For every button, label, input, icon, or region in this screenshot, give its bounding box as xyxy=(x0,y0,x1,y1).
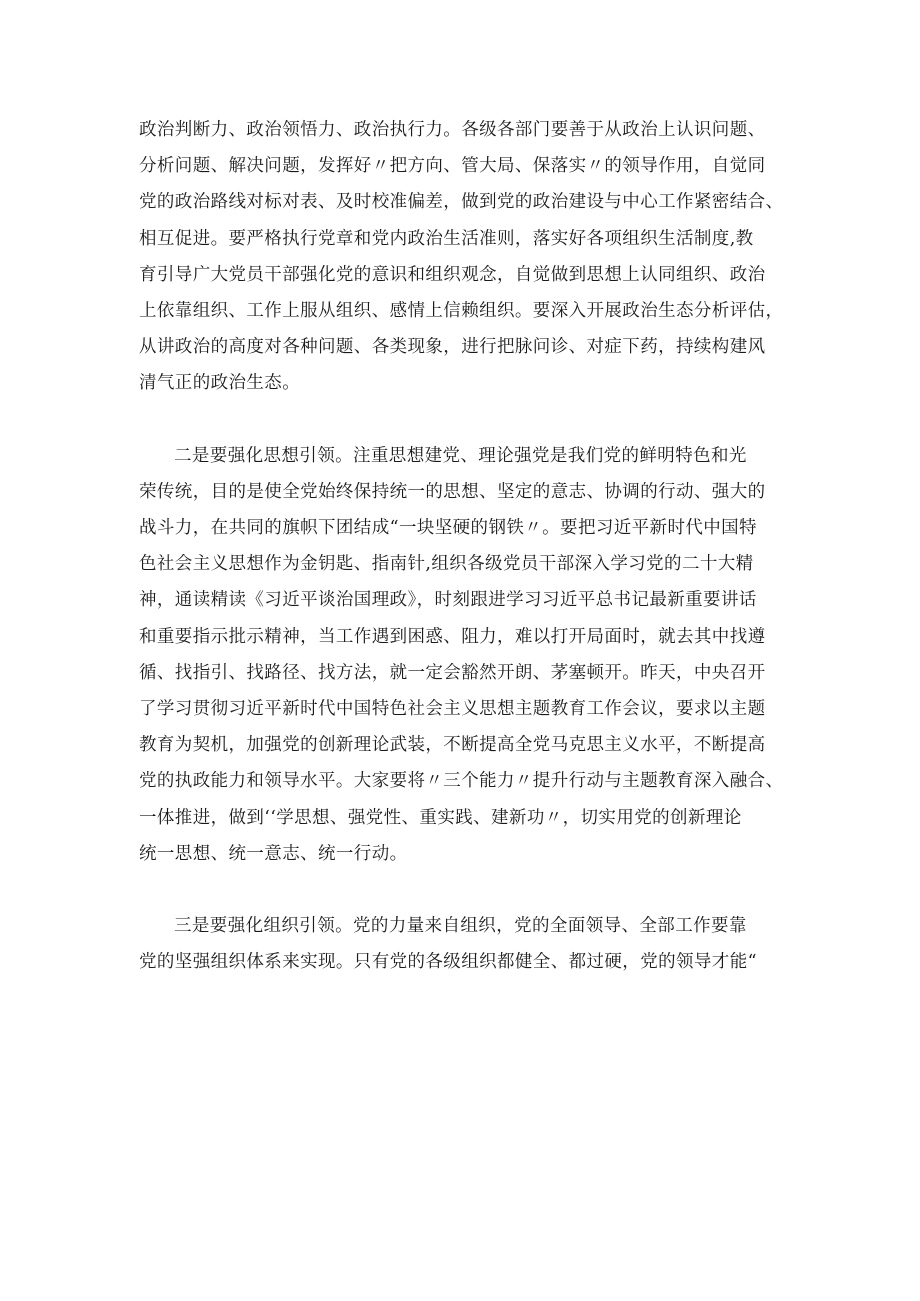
paragraph-organizational-leadership xyxy=(139,908,785,980)
text-line: 和重要指示批示精神，当工作遇到困惑、阻力，难以打开局面时，就去其中找遵 xyxy=(139,626,766,647)
text-line: 上依靠组织、工作上服从组织、感情上信赖组织。要深入开展政治生态分析评估， xyxy=(139,300,784,321)
text-line: 神，通读精读《习近平谈治国理政》，时刻跟进学习习近平总书记最新重要讲话 xyxy=(139,590,757,611)
document-body xyxy=(139,112,785,981)
text-line: 党的坚强组织体系来实现。只有党的各级组织都健全、都过硬，党的领导才能“ xyxy=(139,952,757,973)
text-line: 党的政治路线对标对表、及时校准偏差，做到党的政治建设与中心工作紧密结合、 xyxy=(139,192,784,213)
text-line: 三是要强化组织引领。党的力量来自组织，党的全面领导、全部工作要靠 xyxy=(174,916,747,937)
paragraph-political-leadership xyxy=(139,112,785,402)
text-line: 党的执政能力和领导水平。大家要将〃三个能力〃提升行动与主题教育深入融合、 xyxy=(139,771,784,792)
text-line: 了学习贯彻习近平新时代中国特色社会主义思想主题教育工作会议，要求以主题 xyxy=(139,699,766,719)
text-line: 育引导广大党员干部强化党的意识和组织观念，自觉做到思想上认同组织、政治 xyxy=(139,264,766,285)
text-line: 二是要强化思想引领。注重思想建党、理论强党是我们党的鲜明特色和光 xyxy=(174,445,747,466)
text-line: 一体推进，做到‘‘学思想、强党性、重实践、建新功〃，切实用党的创新理论 xyxy=(139,807,742,828)
text-line: 教育为契机，加强党的创新理论武装，不断提高全党马克思主义水平，不断提高 xyxy=(139,735,766,756)
text-line: 荣传统，目的是使全党始终保持统一的思想、坚定的意志、协调的行动、强大的 xyxy=(139,481,766,502)
text-line: 分析问题、解决问题，发挥好〃把方向、管大局、保落实〃的领导作用，自觉同 xyxy=(139,156,766,177)
text-line: 统一思想、统一意志、统一行动。 xyxy=(139,843,408,864)
text-line: 循、找指引、找路径、找方法，就一定会豁然开朗、茅塞顿开。昨天，中央召开 xyxy=(139,662,766,683)
text-line: 清气正的政治生态。 xyxy=(139,373,301,394)
text-line: 从讲政治的高度对各种问题、各类现象，进行把脉问诊、对症下药，持续构建风 xyxy=(139,337,766,358)
text-line: 色社会主义思想作为金钥匙、指南针,组织各级党员干部深入学习党的二十大精 xyxy=(139,554,754,575)
text-line: 政治判断力、政治领悟力、政治执行力。各级各部门要善于从政治上认识问题、 xyxy=(139,120,766,140)
paragraph-ideological-leadership xyxy=(139,438,785,872)
text-line: 战斗力，在共同的旗帜下团结成“一块坚硬的钢铁〃。要把习近平新时代中国特 xyxy=(139,518,757,539)
text-line: 相互促进。要严格执行党章和党内政治生活准则，落实好各项组织生活制度,教 xyxy=(139,228,754,249)
